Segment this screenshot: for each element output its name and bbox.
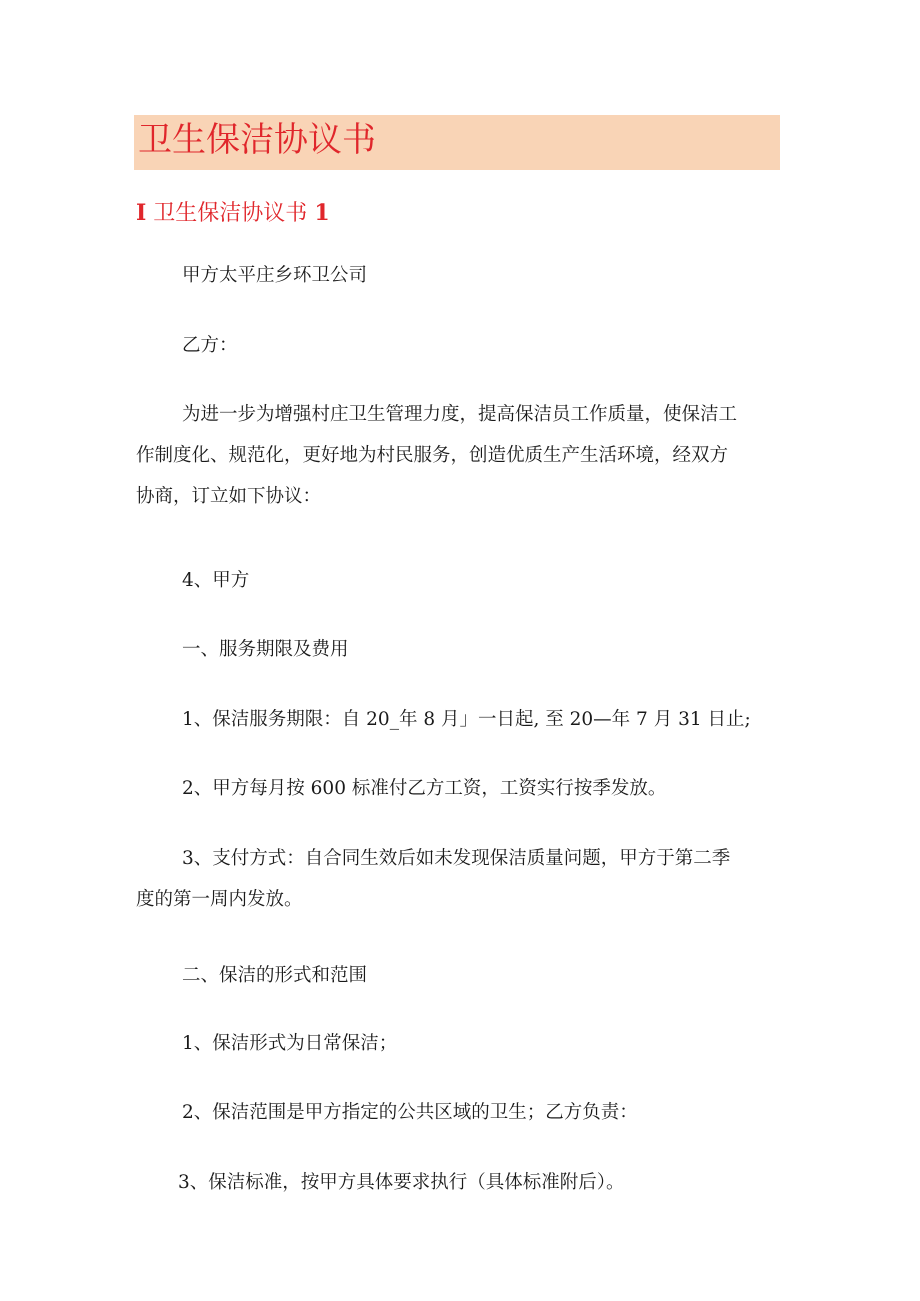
item-2-2: 2、保洁范围是甲方指定的公共区域的卫生；乙方负责： xyxy=(182,1102,638,1123)
subtitle-bar-left: I xyxy=(136,200,147,226)
intro-line-3: 协商，订立如下协议： xyxy=(136,486,322,507)
item-1-3-line-2: 度的第一周内发放。 xyxy=(136,889,303,910)
item-1-2: 2、甲方每月按 600 标准付乙方工资，工资实行按季发放。 xyxy=(182,778,667,799)
item-1-1: 1、保洁服务期限：自 20_年 8 月」一日起, 至 20—年 7 月 31 日止; xyxy=(182,709,751,730)
document-title: 卫生保洁协议书 xyxy=(138,120,376,160)
item-2-3: 3、保洁标准，按甲方具体要求执行（具体标准附后）。 xyxy=(178,1172,625,1193)
item-1-3 xyxy=(136,838,786,920)
section-2-title: 二、保洁的形式和范围 xyxy=(182,965,368,986)
intro-line-1: 为进一步为增强村庄卫生管理力度，提高保洁员工作质量，使保洁工 xyxy=(182,404,738,425)
intro-paragraph xyxy=(136,394,786,517)
party-a-line: 甲方太平庄乡环卫公司 xyxy=(182,265,368,286)
party-b-line: 乙方： xyxy=(182,335,238,356)
item-1-3-line-1: 3、支付方式：自合同生效后如未发现保洁质量问题，甲方于第二季 xyxy=(182,848,731,869)
intro-line-2: 作制度化、规范化，更好地为村民服务，创造优质生产生活环境，经双方 xyxy=(136,445,729,466)
item-2-1: 1、保洁形式为日常保洁； xyxy=(182,1033,398,1054)
document-subtitle xyxy=(136,196,330,231)
subtitle-bar-right: 1 xyxy=(314,200,330,226)
section-party-a: 4、甲方 xyxy=(182,570,250,591)
section-1-title: 一、服务期限及费用 xyxy=(182,639,349,660)
subtitle-text: 卫生保洁协议书 xyxy=(153,201,308,226)
